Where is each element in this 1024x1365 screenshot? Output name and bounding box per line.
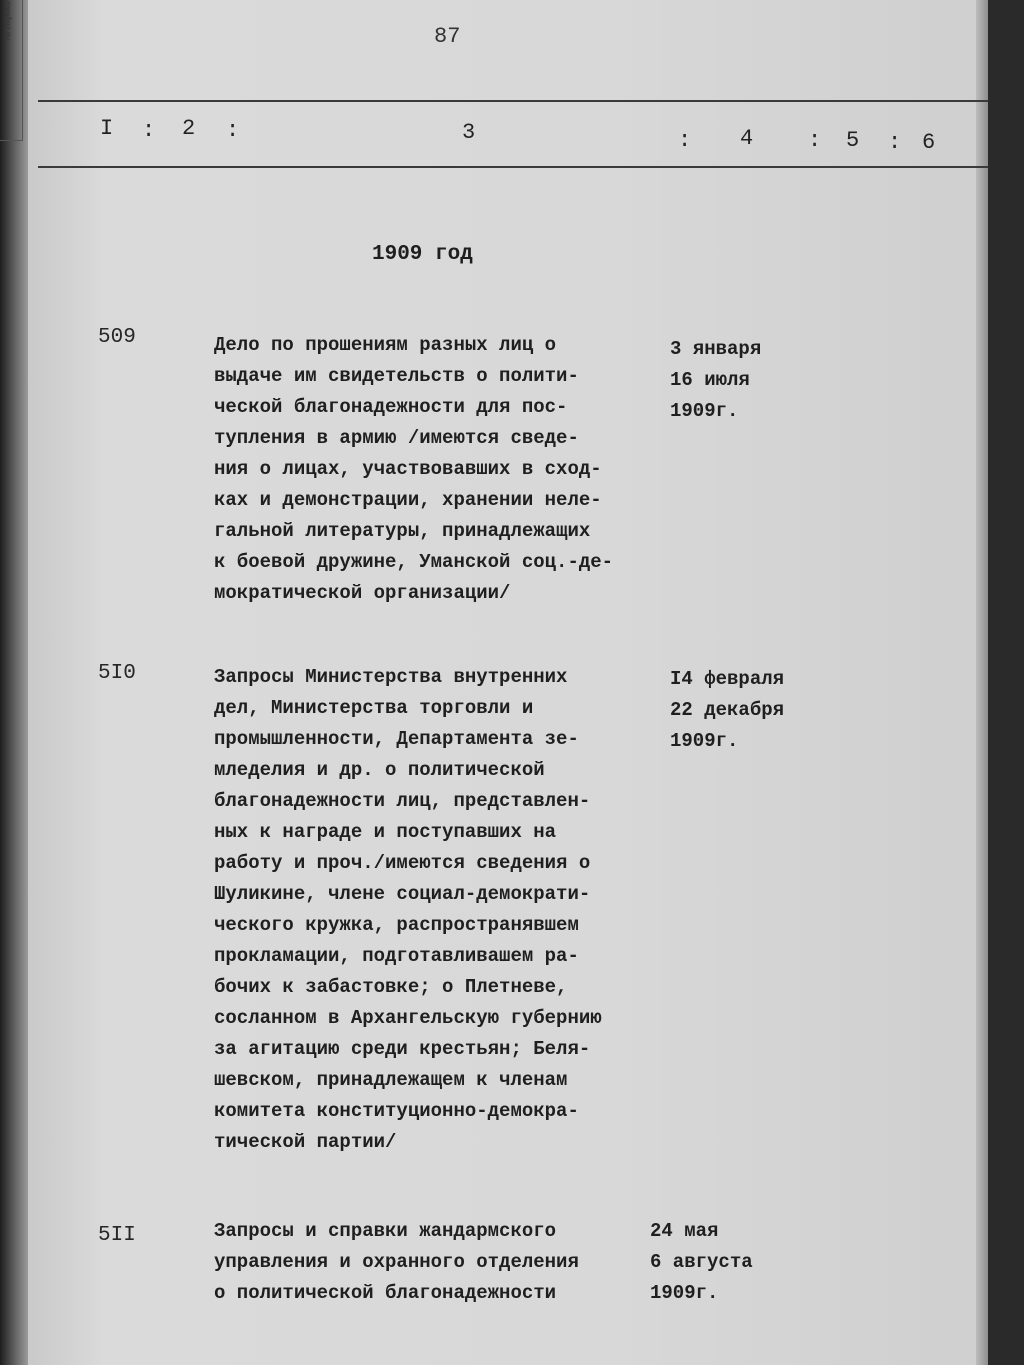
entry-line: благонадежности лиц, представлен-	[214, 790, 591, 812]
entry-line: за агитацию среди крестьян; Беля-	[214, 1038, 591, 1060]
header-rule-top	[38, 100, 988, 102]
entry-line: ческого кружка, распространявшем	[214, 914, 579, 936]
year-heading: 1909 год	[372, 243, 473, 266]
page-binding-edge	[0, 0, 28, 1365]
entry-date-end: 6 августа	[650, 1251, 753, 1273]
entry-line: мледелия и др. о политической	[214, 759, 545, 781]
margin-label: № строки	[2, 1, 12, 40]
entry-description	[214, 662, 684, 1158]
entry-line: ния о лицах, участвовавших в сход-	[214, 458, 602, 480]
entry-dates	[650, 1216, 820, 1309]
entry-line: ках и демонстрации, хранении неле-	[214, 489, 602, 511]
entry-line: промышленности, Департамента зе-	[214, 728, 579, 750]
column-separator: :	[888, 130, 902, 155]
column-number-1: I	[100, 116, 114, 141]
entry-line: управления и охранного отделения	[214, 1251, 579, 1273]
entry-line: Шуликине, члене социал-демократи-	[214, 883, 591, 905]
entry-description	[214, 330, 684, 609]
header-rule-bottom	[38, 166, 988, 168]
entry-dates	[670, 664, 840, 757]
column-separator: :	[808, 128, 822, 153]
entry-line: тической партии/	[214, 1131, 397, 1153]
margin-box	[0, 0, 23, 141]
column-separator: :	[678, 128, 692, 153]
entry-line: бочих к забастовке; о Плетневе,	[214, 976, 568, 998]
entry-date-start: 3 января	[670, 338, 762, 360]
entry-line: к боевой дружине, Уманской соц.-де-	[214, 551, 614, 573]
entry-line: тупления в армию /имеются сведе-	[214, 427, 579, 449]
entry-line: мократической организации/	[214, 582, 511, 604]
entry-line: выдаче им свидетельств о полити-	[214, 365, 579, 387]
entry-date-year: 1909г.	[670, 400, 739, 422]
entry-date-year: 1909г.	[670, 730, 739, 752]
entry-line: ческой благонадежности для пос-	[214, 396, 568, 418]
entry-line: гальной литературы, принадлежащих	[214, 520, 591, 542]
entry-line: работу и проч./имеются сведения о	[214, 852, 591, 874]
entry-date-start: 24 мая	[650, 1220, 719, 1242]
entry-line: о политической благонадежности	[214, 1282, 557, 1304]
page-number: 87	[434, 24, 461, 49]
entry-number: 509	[98, 326, 136, 349]
entry-description	[214, 1216, 684, 1309]
entry-date-end: 22 декабря	[670, 699, 785, 721]
entry-number: 5I0	[98, 662, 136, 685]
column-separator: :	[142, 118, 156, 143]
entry-date-end: 16 июля	[670, 369, 750, 391]
column-number-2: 2	[182, 116, 196, 141]
column-separator: :	[226, 118, 240, 143]
entry-line: Запросы Министерства внутренних	[214, 666, 568, 688]
document-page	[28, 0, 988, 1365]
entry-line: дел, Министерства торговли и	[214, 697, 534, 719]
column-number-3: 3	[462, 120, 476, 145]
page-right-edge	[976, 0, 988, 1365]
entry-line: шевском, принадлежащем к членам	[214, 1069, 568, 1091]
entry-date-year: 1909г.	[650, 1282, 719, 1304]
entry-number: 5II	[98, 1224, 136, 1247]
column-number-6: 6	[922, 130, 936, 155]
entry-dates	[670, 334, 840, 427]
column-number-5: 5	[846, 128, 860, 153]
entry-line: прокламации, подготавливашем ра-	[214, 945, 579, 967]
entry-line: комитета конституционно-демокра-	[214, 1100, 579, 1122]
entry-line: Дело по прошениям разных лиц о	[214, 334, 557, 356]
entry-line: сосланном в Архангельскую губернию	[214, 1007, 602, 1029]
entry-line: Запросы и справки жандармского	[214, 1220, 557, 1242]
column-number-4: 4	[740, 126, 754, 151]
entry-line: ных к награде и поступавших на	[214, 821, 557, 843]
entry-date-start: I4 февраля	[670, 668, 785, 690]
